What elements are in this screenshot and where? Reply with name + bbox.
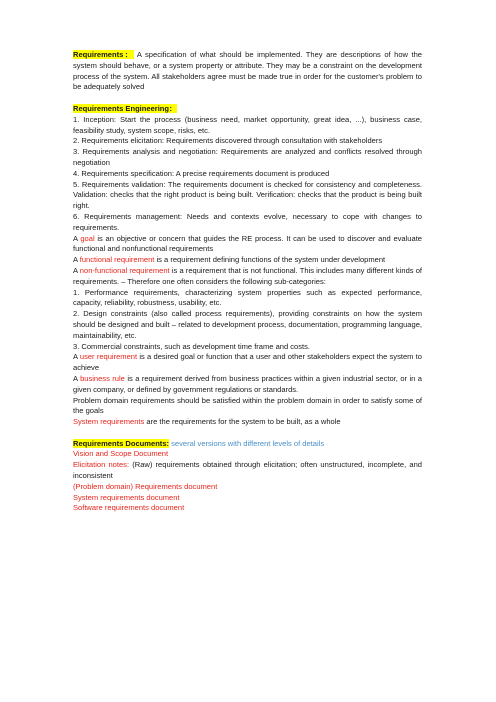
nonfunctional-term: non-functional requirement <box>79 265 170 275</box>
business-term: business rule <box>80 373 125 383</box>
re-step-6: 6. Requirements management: Needs and contexts evolve, necessary to cope with changes to requirements. <box>73 211 422 232</box>
requirements-text: A specification of what should be implemented. They are descriptions of how the system should behave, or a system property or attribute. They may be a constraint on the development process of the system. All stakeholders agree must be made true in order for the customer's problem to be adequately solved <box>73 50 423 92</box>
re-step-3: 3. Requirements analysis and negotiation: Requirements are analyzed and conflicts resolved through negotiation <box>73 147 422 167</box>
system-doc: System requirements document <box>73 492 180 502</box>
docs-heading-line <box>73 439 422 450</box>
user-term: user requirement <box>79 352 138 362</box>
elicitation-term: Elicitation notes: <box>73 460 130 470</box>
business-pre: A <box>73 373 81 383</box>
docs-heading: Requirements Documents: <box>73 438 170 448</box>
problem-domain-doc: (Problem domain) Requirements document <box>73 481 218 491</box>
re-heading: Requirements Engineering： <box>73 103 177 113</box>
system-term: System requirements <box>73 417 145 427</box>
user-post: is a desired goal or function that a user and other stakeholders expect the system to achieve <box>73 352 422 373</box>
goal-post: is an objective or concern that guides the RE process. It can be used to discover and evaluate functional and nonfunctional requirements <box>73 233 422 254</box>
subcategory-2: 2. Design constraints (also called process requirements), providing constraints on how the system should be designed and built – related to development process, documentation, programming language, maintainability, etc. <box>73 309 422 340</box>
re-step-2: 2. Requirements elicitation: Requirements discovered through consultation with stakeholders <box>73 136 383 146</box>
nonfunctional-post: is a requirement that is not functional. This includes many different kinds of requirements. – Therefore one often considers the following sub-categories: <box>73 265 423 286</box>
goal-definition <box>73 234 422 256</box>
problem-domain-definition: Problem domain requirements should be satisfied within the problem domain in order to satisfy some of the goals <box>73 395 422 416</box>
requirements-paragraph <box>73 50 422 93</box>
nonfunctional-definition <box>73 266 422 288</box>
requirements-heading: Requirements： <box>73 50 134 59</box>
elicitation-post: (Raw) requirements obtained through elicitation; often unstructured, incomplete, and inconsistent <box>73 460 422 481</box>
subcategory-1: 1. Performance requirements, characterizing system properties such as expected performance, capacity, reliability, robustness, usability, etc. <box>73 287 422 308</box>
goal-term: goal <box>80 233 95 243</box>
functional-pre: A <box>73 255 80 265</box>
re-step-5: 5. Requirements validation: The requirements document is checked for consistency and completeness. Validation: checks that the right product is being built. Verification: checks that the product is being built right. <box>73 179 422 211</box>
business-post: is a requirement derived from business practices within a given industrial sector, or in a given company, or defined by government regulations or standards. <box>73 373 422 394</box>
re-step-1: 1. Inception: Start the process (business need, market opportunity, great idea, ...), business case, feasibility study, system scope, risks, etc. <box>73 114 422 135</box>
elicitation-notes <box>73 460 422 482</box>
user-pre: A <box>73 352 80 362</box>
functional-term: functional requirement <box>79 255 155 265</box>
subcategory-3: 3. Commercial constraints, such as development time frame and costs. <box>73 341 310 351</box>
goal-pre: A <box>73 233 81 243</box>
re-heading-line <box>73 104 422 115</box>
nonfunctional-pre: A <box>73 265 80 275</box>
functional-definition <box>73 255 422 266</box>
system-post: are the requirements for the system to be built, as a whole <box>144 417 341 427</box>
software-doc: Software requirements document <box>73 503 185 513</box>
docs-heading-note: several versions with different levels of details <box>169 438 325 448</box>
system-definition <box>73 417 422 428</box>
re-step-4: 4. Requirements specification: A precise requirements document is produced <box>73 168 330 178</box>
business-definition <box>73 374 422 396</box>
vision-doc: Vision and Scope Document <box>73 449 169 459</box>
functional-post: is a requirement defining functions of the system under development <box>154 255 386 265</box>
user-definition <box>73 352 422 374</box>
